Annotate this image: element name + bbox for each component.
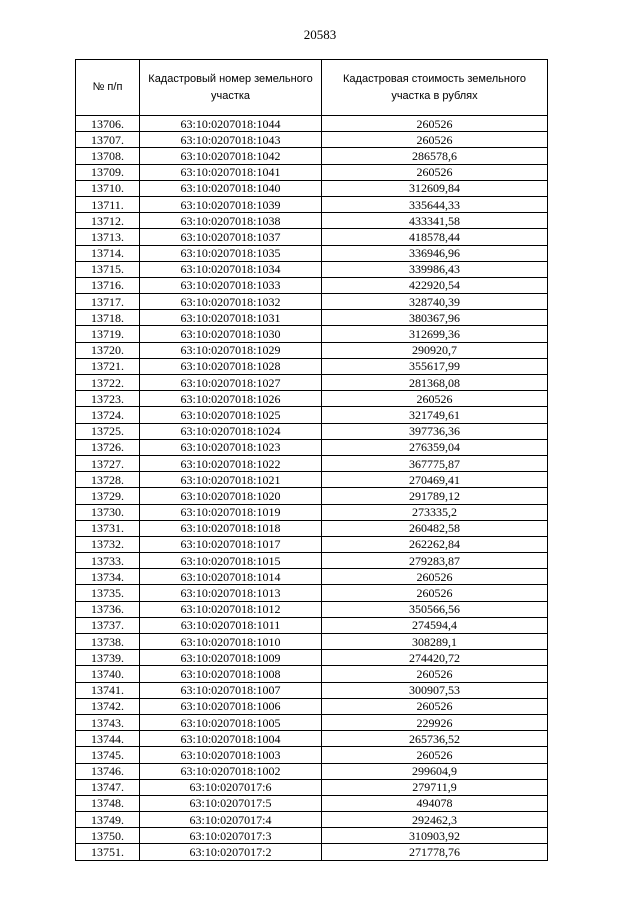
cadastral-value-cell: 281368,08 [322,375,548,391]
table-row [76,423,548,439]
row-number-cell: 13709. [76,164,140,180]
table-row [76,536,548,552]
cadastral-number-cell: 63:10:0207018:1042 [140,148,322,164]
cadastral-number-cell: 63:10:0207018:1030 [140,326,322,342]
cadastral-value-cell: 299604,9 [322,763,548,779]
table-row [76,375,548,391]
cadastral-number-cell: 63:10:0207018:1022 [140,455,322,471]
cadastral-number-cell: 63:10:0207018:1019 [140,504,322,520]
cadastral-number-cell: 63:10:0207018:1015 [140,553,322,569]
cadastral-number-cell: 63:10:0207018:1040 [140,180,322,196]
cadastral-value-cell: 321749,61 [322,407,548,423]
row-number-cell: 13730. [76,504,140,520]
row-number-cell: 13727. [76,455,140,471]
cadastral-number-cell: 63:10:0207018:1012 [140,601,322,617]
cadastral-number-cell: 63:10:0207017:6 [140,779,322,795]
header-cadastral-number-label: Кадастровый номер земельного участка [148,72,313,102]
table-row [76,472,548,488]
cadastral-value-cell: 367775,87 [322,455,548,471]
row-number-cell: 13719. [76,326,140,342]
table-row [76,812,548,828]
cadastral-number-cell: 63:10:0207018:1005 [140,714,322,730]
cadastral-number-cell: 63:10:0207018:1032 [140,294,322,310]
cadastral-value-cell: 397736,36 [322,423,548,439]
cadastral-value-cell: 260526 [322,116,548,132]
cadastral-number-cell: 63:10:0207018:1021 [140,472,322,488]
cadastral-value-cell: 260526 [322,585,548,601]
row-number-cell: 13735. [76,585,140,601]
header-cadastral-value-label: Кадастровая стоимость земельного участка в рублях [343,72,526,102]
cadastral-number-cell: 63:10:0207018:1010 [140,634,322,650]
cadastral-value-cell: 262262,84 [322,536,548,552]
table-row [76,698,548,714]
header-row-number-label: № п/п [92,81,123,93]
cadastral-number-cell: 63:10:0207018:1029 [140,342,322,358]
table-row [76,132,548,148]
table-row [76,342,548,358]
cadastral-number-cell: 63:10:0207018:1033 [140,277,322,293]
cadastral-value-cell: 271778,76 [322,844,548,860]
row-number-cell: 13708. [76,148,140,164]
cadastral-number-cell: 63:10:0207018:1014 [140,569,322,585]
row-number-cell: 13723. [76,391,140,407]
table-row [76,779,548,795]
row-number-cell: 13747. [76,779,140,795]
table-row [76,763,548,779]
table-row [76,682,548,698]
cadastral-number-cell: 63:10:0207018:1002 [140,763,322,779]
cadastral-number-cell: 63:10:0207018:1027 [140,375,322,391]
cadastral-number-cell: 63:10:0207018:1003 [140,747,322,763]
row-number-cell: 13712. [76,213,140,229]
row-number-cell: 13715. [76,261,140,277]
cadastral-value-cell: 336946,96 [322,245,548,261]
cadastral-value-cell: 422920,54 [322,277,548,293]
table-row [76,116,548,132]
row-number-cell: 13716. [76,277,140,293]
table-row [76,277,548,293]
row-number-cell: 13751. [76,844,140,860]
cadastral-value-cell: 260526 [322,666,548,682]
cadastral-value-cell: 328740,39 [322,294,548,310]
cadastral-number-cell: 63:10:0207018:1004 [140,731,322,747]
cadastral-value-cell: 350566,56 [322,601,548,617]
row-number-cell: 13714. [76,245,140,261]
table-row [76,245,548,261]
row-number-cell: 13750. [76,828,140,844]
row-number-cell: 13731. [76,520,140,536]
header-row-number [76,60,140,116]
row-number-cell: 13717. [76,294,140,310]
cadastral-value-cell: 265736,52 [322,731,548,747]
cadastral-number-cell: 63:10:0207018:1007 [140,682,322,698]
row-number-cell: 13738. [76,634,140,650]
table-row [76,714,548,730]
cadastral-value-cell: 286578,6 [322,148,548,164]
cadastral-number-cell: 63:10:0207018:1044 [140,116,322,132]
row-number-cell: 13734. [76,569,140,585]
table-row [76,844,548,860]
cadastral-number-cell: 63:10:0207018:1024 [140,423,322,439]
table-row [76,504,548,520]
table-row [76,213,548,229]
cadastral-value-cell: 290920,7 [322,342,548,358]
row-number-cell: 13713. [76,229,140,245]
row-number-cell: 13729. [76,488,140,504]
row-number-cell: 13726. [76,439,140,455]
cadastral-number-cell: 63:10:0207018:1043 [140,132,322,148]
table-row [76,569,548,585]
row-number-cell: 13706. [76,116,140,132]
table-row [76,439,548,455]
row-number-cell: 13718. [76,310,140,326]
cadastral-number-cell: 63:10:0207017:4 [140,812,322,828]
table-row [76,666,548,682]
header-cadastral-number [140,60,322,116]
row-number-cell: 13725. [76,423,140,439]
cadastral-number-cell: 63:10:0207018:1011 [140,617,322,633]
table-row [76,747,548,763]
table-row [76,601,548,617]
table-row [76,455,548,471]
table-body [76,116,548,861]
cadastral-value-cell: 260526 [322,698,548,714]
cadastral-value-cell: 260526 [322,132,548,148]
table-row [76,617,548,633]
table-row [76,488,548,504]
cadastral-value-cell: 260526 [322,747,548,763]
cadastral-value-table [75,59,548,861]
cadastral-number-cell: 63:10:0207018:1008 [140,666,322,682]
row-number-cell: 13746. [76,763,140,779]
row-number-cell: 13736. [76,601,140,617]
row-number-cell: 13739. [76,650,140,666]
header-row [76,60,548,116]
table-row [76,180,548,196]
row-number-cell: 13722. [76,375,140,391]
row-number-cell: 13745. [76,747,140,763]
cadastral-value-cell: 260482,58 [322,520,548,536]
row-number-cell: 13732. [76,536,140,552]
cadastral-value-cell: 276359,04 [322,439,548,455]
table-row [76,261,548,277]
cadastral-value-cell: 260526 [322,391,548,407]
table-row [76,828,548,844]
row-number-cell: 13721. [76,358,140,374]
table-row [76,407,548,423]
table-row [76,196,548,212]
row-number-cell: 13741. [76,682,140,698]
cadastral-value-cell: 260526 [322,569,548,585]
table-header [76,60,548,116]
cadastral-value-cell: 380367,96 [322,310,548,326]
table-row [76,520,548,536]
cadastral-value-cell: 273335,2 [322,504,548,520]
cadastral-number-cell: 63:10:0207018:1038 [140,213,322,229]
cadastral-value-cell: 308289,1 [322,634,548,650]
table-row [76,795,548,811]
cadastral-number-cell: 63:10:0207018:1041 [140,164,322,180]
cadastral-value-cell: 335644,33 [322,196,548,212]
row-number-cell: 13742. [76,698,140,714]
row-number-cell: 13711. [76,196,140,212]
cadastral-value-cell: 274594,4 [322,617,548,633]
cadastral-value-cell: 229926 [322,714,548,730]
row-number-cell: 13749. [76,812,140,828]
table-row [76,148,548,164]
table-row [76,326,548,342]
table-row [76,391,548,407]
cadastral-number-cell: 63:10:0207018:1009 [140,650,322,666]
cadastral-number-cell: 63:10:0207018:1018 [140,520,322,536]
cadastral-number-cell: 63:10:0207018:1034 [140,261,322,277]
cadastral-value-cell: 339986,43 [322,261,548,277]
cadastral-value-cell: 312609,84 [322,180,548,196]
table-row [76,553,548,569]
cadastral-value-cell: 270469,41 [322,472,548,488]
cadastral-value-cell: 312699,36 [322,326,548,342]
cadastral-value-cell: 291789,12 [322,488,548,504]
row-number-cell: 13743. [76,714,140,730]
cadastral-value-cell: 310903,92 [322,828,548,844]
cadastral-value-cell: 279283,87 [322,553,548,569]
cadastral-number-cell: 63:10:0207018:1037 [140,229,322,245]
table-row [76,650,548,666]
cadastral-number-cell: 63:10:0207018:1013 [140,585,322,601]
cadastral-value-cell: 279711,9 [322,779,548,795]
cadastral-number-cell: 63:10:0207017:5 [140,795,322,811]
cadastral-number-cell: 63:10:0207017:2 [140,844,322,860]
row-number-cell: 13748. [76,795,140,811]
table-row [76,585,548,601]
cadastral-value-cell: 355617,99 [322,358,548,374]
table-row [76,310,548,326]
cadastral-value-cell: 274420,72 [322,650,548,666]
cadastral-value-cell: 494078 [322,795,548,811]
cadastral-number-cell: 63:10:0207018:1026 [140,391,322,407]
cadastral-value-cell: 433341,58 [322,213,548,229]
row-number-cell: 13710. [76,180,140,196]
table-row [76,294,548,310]
cadastral-value-cell: 292462,3 [322,812,548,828]
table-row [76,164,548,180]
table-row [76,229,548,245]
cadastral-value-cell: 418578,44 [322,229,548,245]
row-number-cell: 13737. [76,617,140,633]
table-row [76,634,548,650]
cadastral-number-cell: 63:10:0207018:1025 [140,407,322,423]
page-number: 20583 [303,27,337,42]
table-row [76,731,548,747]
cadastral-value-cell: 260526 [322,164,548,180]
row-number-cell: 13733. [76,553,140,569]
cadastral-number-cell: 63:10:0207018:1023 [140,439,322,455]
row-number-cell: 13720. [76,342,140,358]
row-number-cell: 13724. [76,407,140,423]
cadastral-number-cell: 63:10:0207018:1039 [140,196,322,212]
row-number-cell: 13744. [76,731,140,747]
row-number-cell: 13707. [76,132,140,148]
cadastral-value-cell: 300907,53 [322,682,548,698]
cadastral-number-cell: 63:10:0207018:1035 [140,245,322,261]
cadastral-number-cell: 63:10:0207018:1028 [140,358,322,374]
row-number-cell: 13728. [76,472,140,488]
row-number-cell: 13740. [76,666,140,682]
cadastral-number-cell: 63:10:0207017:3 [140,828,322,844]
cadastral-number-cell: 63:10:0207018:1031 [140,310,322,326]
header-cadastral-value [322,60,548,116]
cadastral-number-cell: 63:10:0207018:1020 [140,488,322,504]
cadastral-number-cell: 63:10:0207018:1006 [140,698,322,714]
cadastral-number-cell: 63:10:0207018:1017 [140,536,322,552]
table-row [76,358,548,374]
